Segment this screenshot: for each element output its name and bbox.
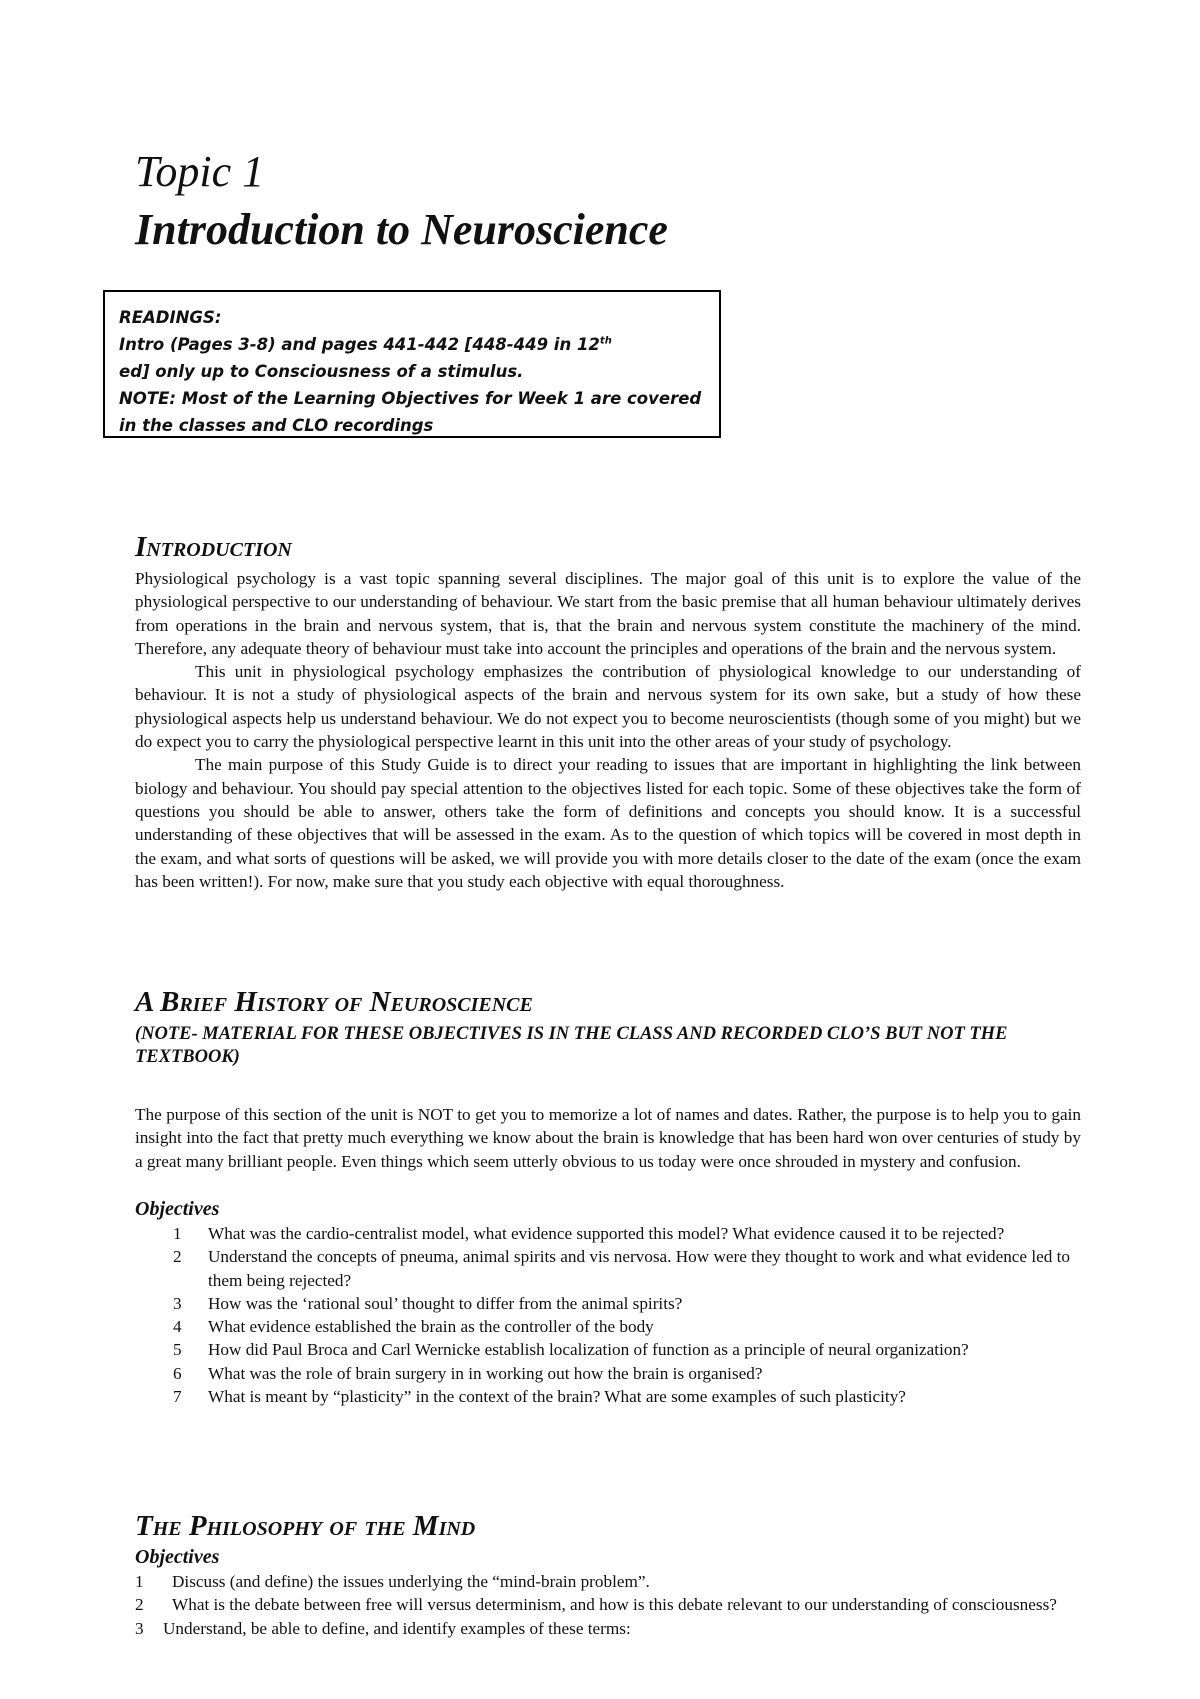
topic-label: Topic 1 bbox=[135, 147, 265, 196]
list-item bbox=[135, 1617, 1080, 1640]
list-item bbox=[135, 1245, 1080, 1292]
item-text: What was the cardio-centralist model, what evidence supported this model? What evidence caused it to be rejected? bbox=[208, 1224, 1005, 1243]
philosophy-heading: The Philosophy of the Mind bbox=[135, 1510, 476, 1542]
topic-title: Introduction to Neuroscience bbox=[135, 205, 668, 254]
item-text: What was the role of brain surgery in in working out how the brain is organised? bbox=[208, 1363, 763, 1383]
readings-superscript: th bbox=[599, 335, 612, 347]
philosophy-objectives-label: Objectives bbox=[135, 1546, 220, 1568]
readings-note: NOTE: Most of the Learning Objectives for Week 1 are covered bbox=[119, 389, 702, 408]
readings-heading: READINGS: bbox=[119, 308, 222, 327]
list-item bbox=[135, 1385, 1080, 1408]
list-item bbox=[135, 1222, 1080, 1245]
history-objectives-label: Objectives bbox=[135, 1198, 220, 1220]
item-number: 2 bbox=[173, 1247, 182, 1267]
introduction-body bbox=[135, 567, 1081, 893]
item-number: 4 bbox=[173, 1317, 182, 1337]
item-text: What is the debate between free will versus determinism, and how is this debate relevant to our understanding of consciousness? bbox=[172, 1595, 1057, 1615]
list-item bbox=[135, 1315, 1080, 1338]
readings-line bbox=[119, 331, 705, 358]
introduction-paragraph: Physiological psychology is a vast topic spanning several disciplines. The major goal of this unit is to explore the value of the physiological perspective to our understanding of behaviour. We start from the basic premise that all human behaviour ultimately derives from operations in the brain and nervous system, that is, that the brain and nervous system constitute the machinery of the mind. Therefore, any adequate theory of behaviour must take into account the principles and operations of the brain and the nervous system. bbox=[135, 569, 1081, 658]
item-number: 3 bbox=[135, 1618, 144, 1638]
list-item bbox=[135, 1362, 1080, 1385]
item-number: 7 bbox=[173, 1387, 182, 1407]
item-text: What evidence established the brain as the controller of the body bbox=[208, 1317, 654, 1337]
readings-note: in the classes and CLO recordings bbox=[119, 416, 434, 435]
introduction-heading: Introduction bbox=[135, 531, 292, 563]
item-text: Understand the concepts of pneuma, animal spirits and vis nervosa. How were they thought to work and what evidence led to them being rejected? bbox=[208, 1247, 1071, 1290]
introduction-paragraph: The main purpose of this Study Guide is to direct your reading to issues that are important in highlighting the link between biology and behaviour. You should pay special attention to the objectives listed for each topic. Some of these objectives take the form of questions you should be able to answer, others take the form of definitions and concepts you should know. It is a successful understanding of these objectives that will be assessed in the exam. As to the question of which topics will be covered in most depth in the exam, and what sorts of questions will be asked, we will provide you with more details closer to the date of the exam (once the exam has been written!). For now, make sure that you study each objective with equal thoroughness. bbox=[135, 755, 1081, 891]
item-number: 2 bbox=[135, 1595, 144, 1615]
item-number: 1 bbox=[173, 1224, 182, 1243]
item-number: 1 bbox=[135, 1572, 144, 1591]
history-body bbox=[135, 1103, 1081, 1173]
introduction-paragraph: This unit in physiological psychology emphasizes the contribution of physiological knowledge to our understanding of behaviour. It is not a study of physiological aspects of the brain and nervous system for its own sake, but a study of how these physiological aspects help us understand behaviour. We do not expect you to become neuroscientists (though some of you might) but we do expect you to carry the physiological perspective learnt in this unit into the other areas of your study of psychology. bbox=[135, 662, 1081, 752]
item-text: What is meant by “plasticity” in the context of the brain? What are some examples of such plasticity? bbox=[208, 1387, 906, 1407]
item-number: 3 bbox=[173, 1293, 182, 1313]
readings-line: ed] only up to Consciousness of a stimulus. bbox=[119, 362, 524, 381]
list-item bbox=[135, 1292, 1080, 1315]
list-item bbox=[135, 1338, 1080, 1361]
item-text: Understand, be able to define, and identify examples of these terms: bbox=[163, 1618, 631, 1638]
item-number: 6 bbox=[173, 1363, 182, 1383]
list-item bbox=[135, 1570, 1080, 1593]
readings-box bbox=[103, 290, 721, 438]
item-number: 5 bbox=[173, 1340, 182, 1360]
history-objectives-list bbox=[135, 1222, 1080, 1408]
history-heading: A Brief History of Neuroscience bbox=[135, 986, 533, 1018]
item-text: Discuss (and define) the issues underlying the “mind-brain problem”. bbox=[172, 1572, 650, 1591]
list-item bbox=[135, 1593, 1080, 1616]
history-note: (NOTE- MATERIAL FOR THESE OBJECTIVES IS IN THE CLASS AND RECORDED CLO’S BUT NOT THE TEXTBOOK) bbox=[135, 1024, 1008, 1067]
item-text: How was the ‘rational soul’ thought to differ from the animal spirits? bbox=[208, 1293, 683, 1313]
readings-line-text: Intro (Pages 3-8) and pages 441-442 [448-449 in 12 bbox=[119, 335, 600, 354]
history-paragraph: The purpose of this section of the unit is NOT to get you to memorize a lot of names and dates. Rather, the purpose is to help you to gain insight into the fact that pretty much everything we know about the brain is knowledge that has been hard won over centuries of study by a great many brilliant people. Even things which seem utterly obvious to us today were once shrouded in mystery and confusion. bbox=[135, 1105, 1081, 1171]
item-text: How did Paul Broca and Carl Wernicke establish localization of function as a principle of neural organization? bbox=[208, 1340, 969, 1360]
philosophy-objectives-list bbox=[135, 1570, 1080, 1640]
